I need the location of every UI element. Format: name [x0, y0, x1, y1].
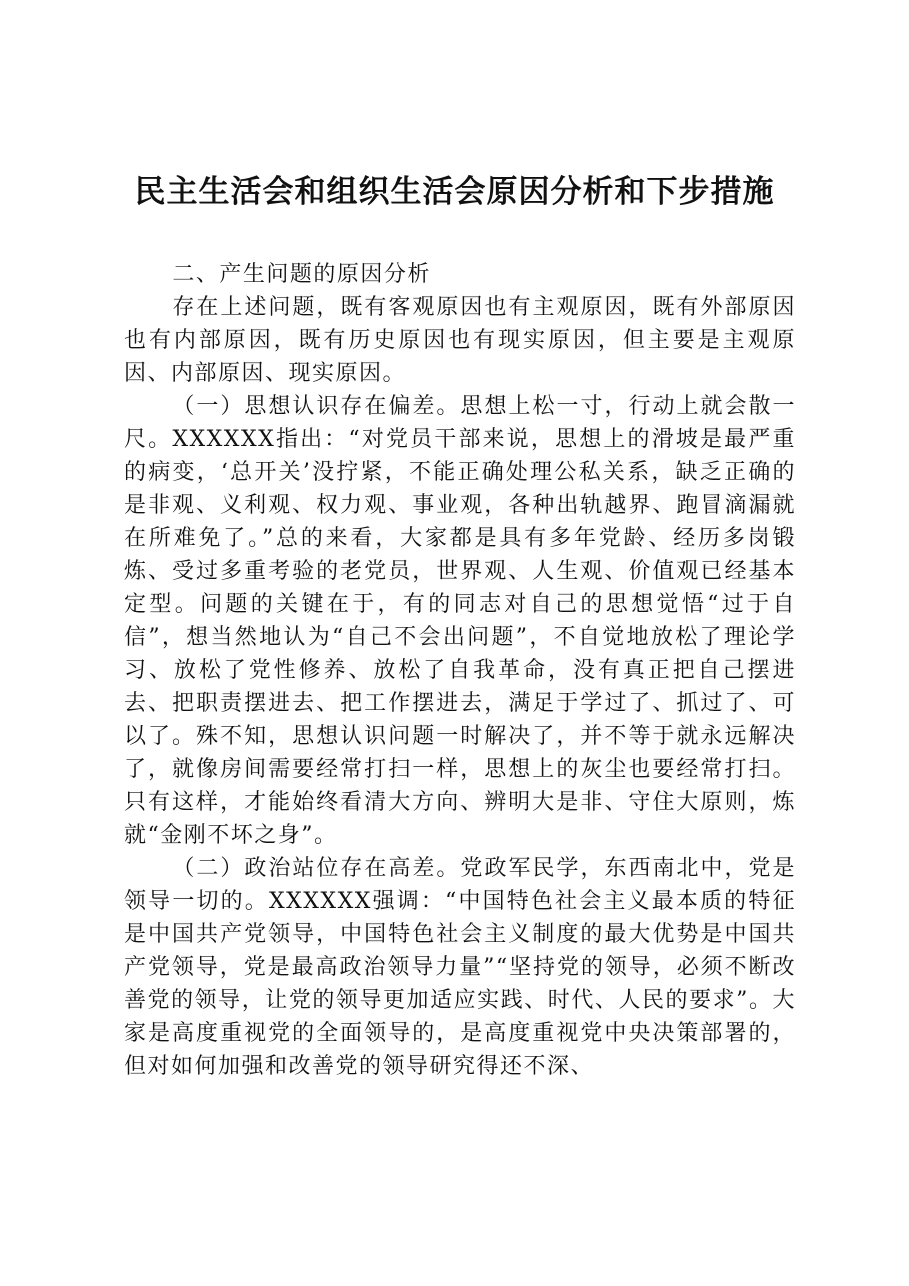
paragraph-ideological: （一）思想认识存在偏差。思想上松一寸，行动上就会散一尺。XXXXXX指出：“对党员干部来说，思想上的滑坡是最严重的病变，‘总开关’没拧紧，不能正确处理公私关系，缺乏正确的是非观、义利观、权力观、事业观，各种出轨越界、跑冒滴漏就在所难免了。”总的来看，大家都是具有多年党龄、经历多岗锻炼、受过多重考验的老党员，世界观、人生观、价值观已经基本定型。问题的关键在于，有的同志对自己的思想觉悟“过于自信”，想当然地认为“自己不会出问题”，不自觉地放松了理论学习、放松了党性修养、放松了自我革命，没有真正把自己摆进去、把职责摆进去、把工作摆进去，满足于学过了、抓过了、可以了。殊不知，思想认识问题一时解决了，并不等于就永远解决了，就像房间需要经常打扫一样，思想上的灰尘也要经常打扫。只有这样，才能始终看清大方向、辨明大是非、守住大原则，炼就“金刚不坏之身”。 [124, 394, 796, 848]
paragraph-intro: 存在上述问题，既有客观原因也有主观原因，既有外部原因也有内部原因，既有历史原因也有现实原因，但主要是主观原因、内部原因、现实原因。 [124, 295, 796, 386]
document-title: 民主生活会和组织生活会原因分析和下步措施 [134, 174, 775, 210]
section-heading: 二、产生问题的原因分析 [172, 262, 431, 287]
document-body [124, 258, 796, 1083]
paragraph-political: （二）政治站位存在高差。党政军民学，东西南北中，党是领导一切的。XXXXXX强调：“中国特色社会主义最本质的特征是中国共产党领导，中国特色社会主义制度的最大优势是中国共产党领导，党是最高政治领导力量”“坚持党的领导，必须不断改善党的领导，让党的领导更加适应实践、时代、人民的要求”。大家是高度重视党的全面领导的，是高度重视党中央决策部署的，但对如何加强和改善党的领导研究得还不深、 [124, 856, 796, 1079]
